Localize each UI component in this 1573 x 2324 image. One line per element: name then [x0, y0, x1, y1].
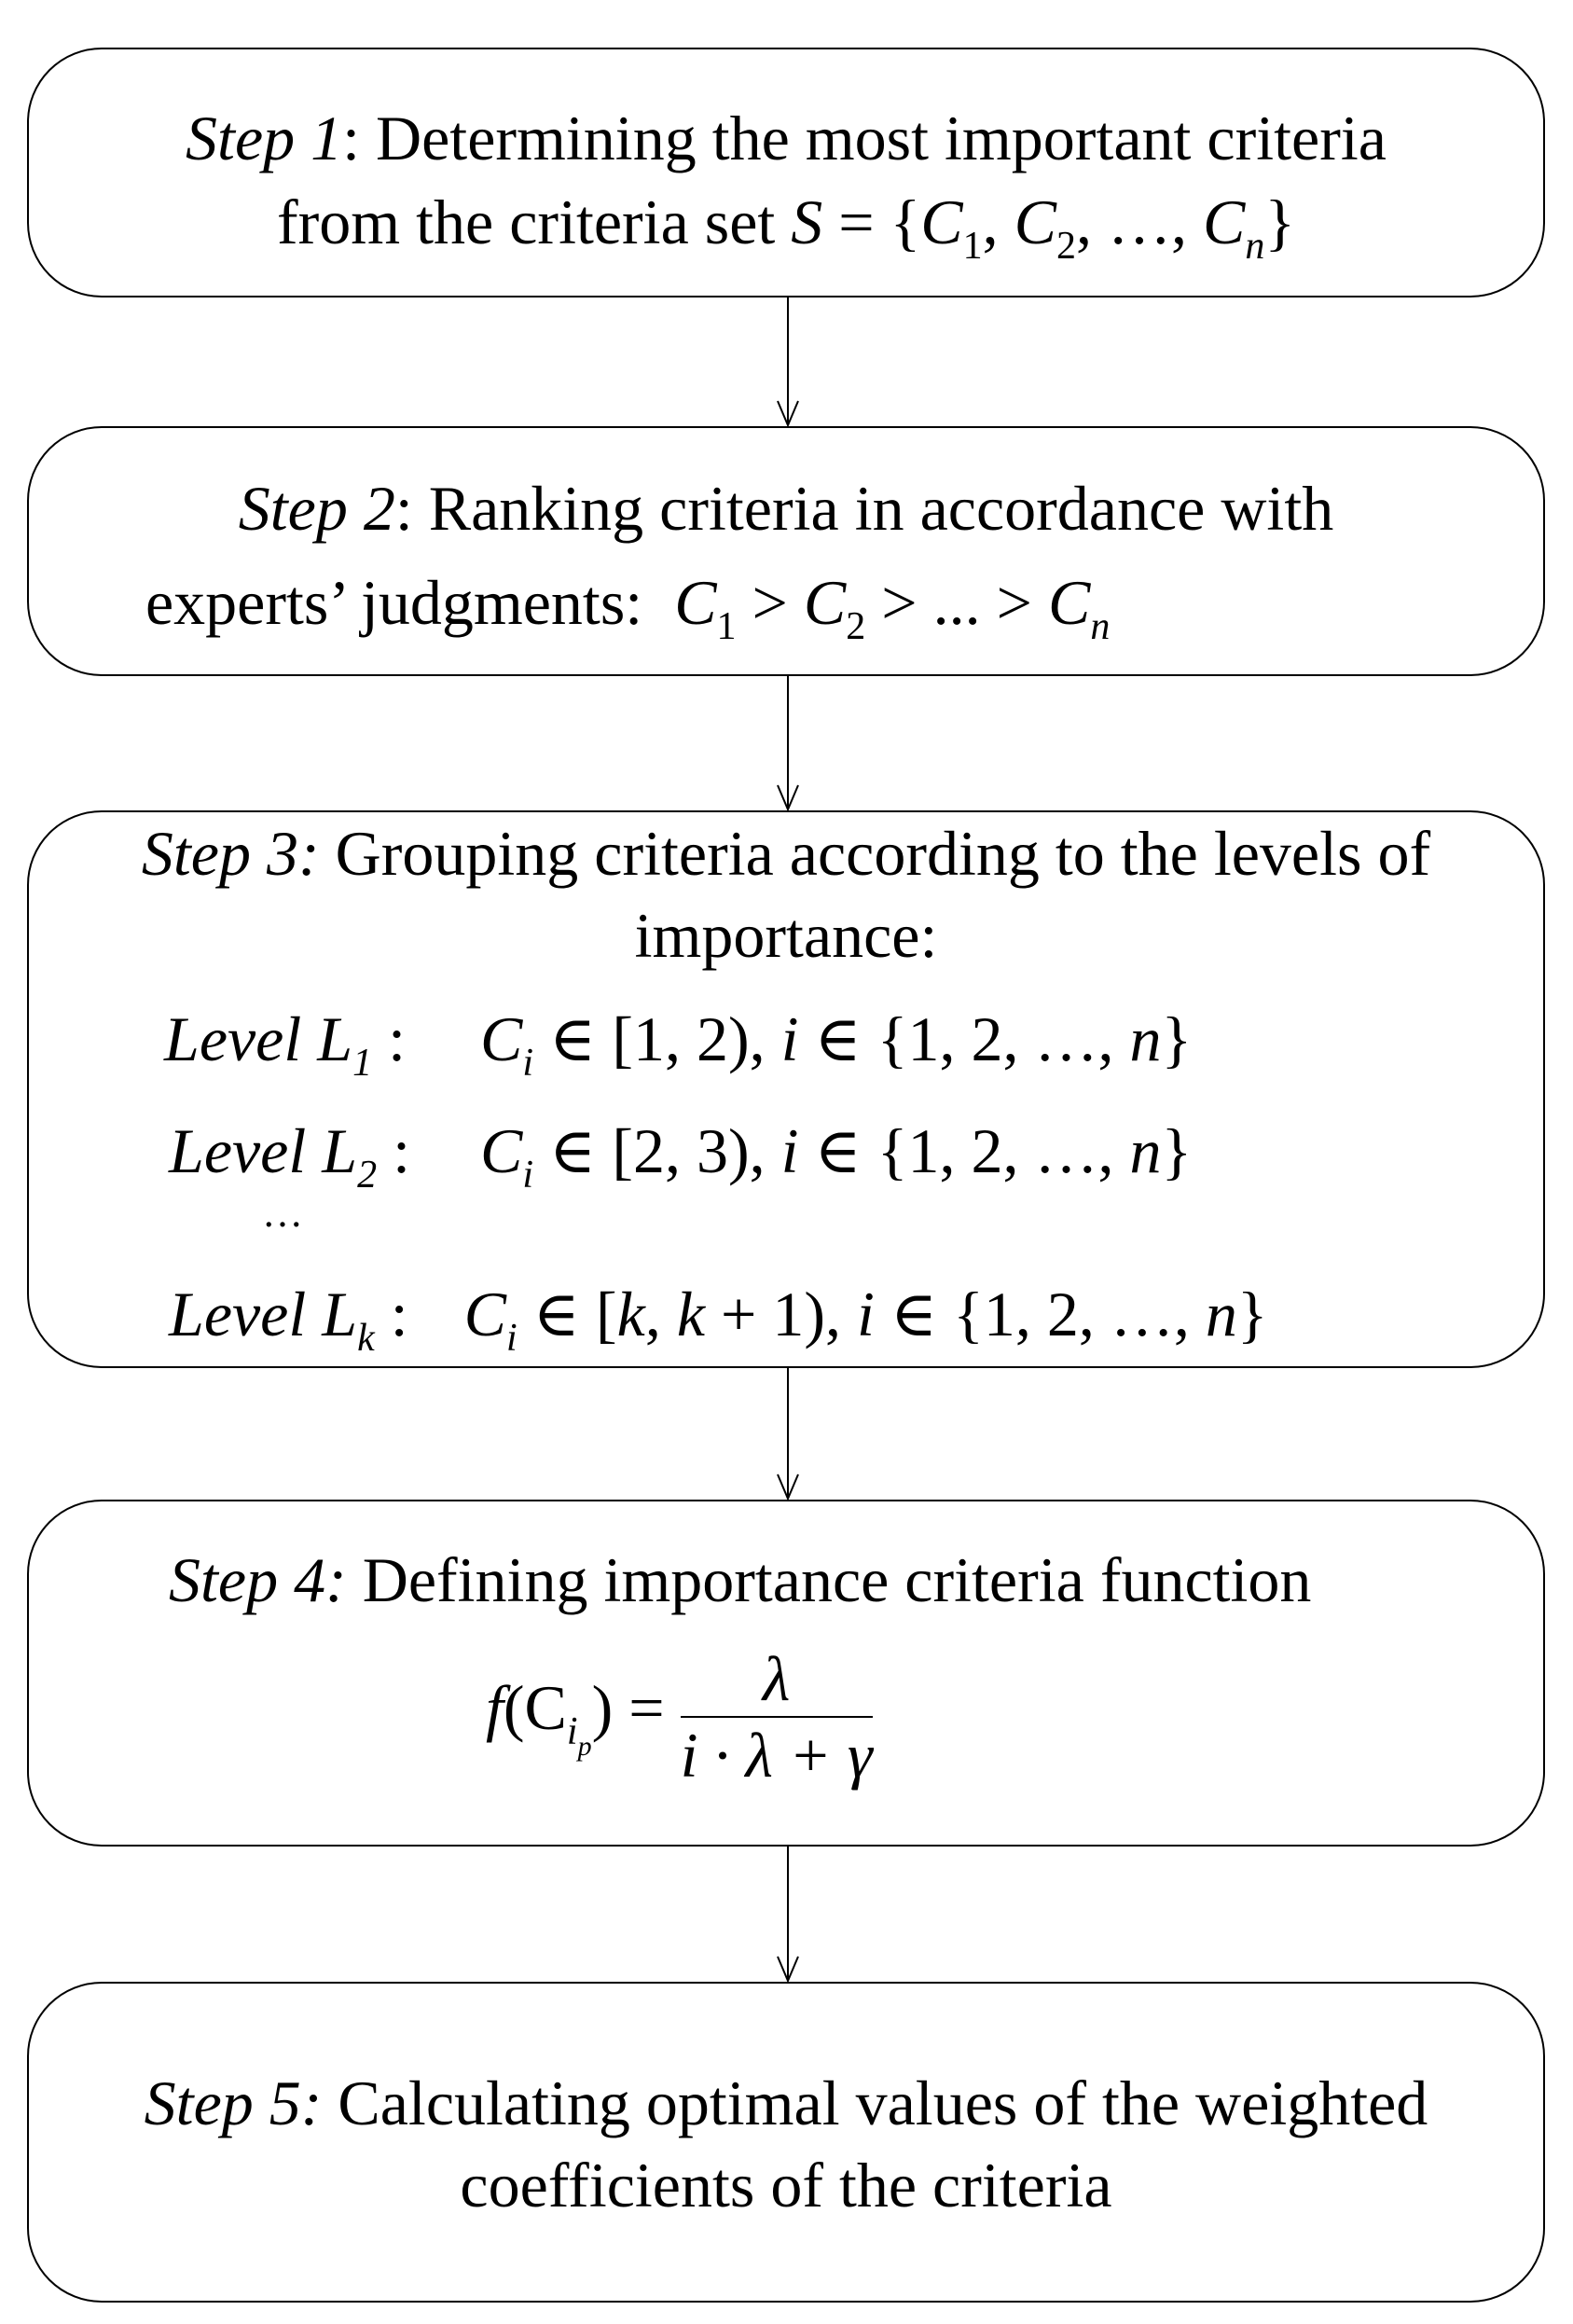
math-token: > ... > [865, 567, 1048, 638]
math-subscript: i [522, 1042, 534, 1085]
math-token: = { [822, 187, 921, 257]
math-token: k [616, 1279, 645, 1349]
math-subscript: 1 [716, 605, 737, 648]
level-1-formula [479, 1003, 1193, 1085]
math-token: ∈ [2, 3), [533, 1115, 781, 1186]
step-2-label: Step 2 [238, 473, 395, 544]
math-token: C [1203, 187, 1246, 257]
math-token: n [1129, 1115, 1162, 1186]
numerator: λ [681, 1641, 873, 1718]
math-token: C [920, 187, 963, 257]
arrow-3-4 [765, 1367, 811, 1501]
step-2-text: : Ranking criteria in accordance with [394, 473, 1334, 544]
formula-part: (C [503, 1672, 567, 1743]
step-1-line-1 [29, 101, 1543, 175]
math-token: } [1161, 1003, 1193, 1074]
level-label: Level L [164, 1003, 353, 1074]
importance-function-formula [486, 1641, 873, 1792]
step-1-text: : Determining the most important criteria [342, 103, 1387, 173]
math-token: > [736, 567, 804, 638]
step-2-text-2: experts’ judgments: [145, 567, 643, 638]
math-token: } [1161, 1115, 1193, 1186]
level-k-row [169, 1277, 1268, 1360]
level-k-formula [463, 1279, 1268, 1360]
math-token: ∈ {1, 2, …, [798, 1115, 1130, 1186]
math-token: , [644, 1279, 677, 1349]
step-5-label: Step 5: [144, 2068, 323, 2138]
math-token: C [1047, 567, 1091, 638]
step-5-line-1 [29, 2066, 1543, 2140]
step-3-line-2 [29, 898, 1543, 973]
math-token: i [780, 1003, 799, 1074]
math-subscript: n [1245, 225, 1265, 268]
step-5-box [27, 1982, 1545, 2303]
ranking-formula [674, 567, 1111, 648]
subscript: i [566, 1710, 578, 1753]
den-i: i [680, 1720, 698, 1791]
step-4-line-1 [169, 1542, 1311, 1617]
fraction [681, 1641, 873, 1792]
colon: : [374, 1279, 408, 1349]
math-subscript: i [522, 1154, 534, 1197]
math-token: C [479, 1115, 523, 1186]
step-1-text-2: from the criteria set [276, 187, 776, 257]
level-ellipsis: … [262, 1190, 303, 1236]
math-token: C [674, 567, 717, 638]
arrow-1-2 [765, 297, 811, 427]
math-token: n [1129, 1003, 1162, 1074]
function-symbol: f [486, 1672, 504, 1743]
step-5-text: Calculating optimal values of the weighted [322, 2068, 1428, 2138]
math-token: + 1), [705, 1279, 858, 1349]
level-subscript: k [357, 1317, 375, 1360]
level-subscript: 1 [352, 1042, 373, 1085]
math-token: ∈ [ [517, 1279, 617, 1349]
math-token: C [479, 1003, 523, 1074]
step-2-line-1 [29, 471, 1543, 546]
math-token: ∈ {1, 2, …, [798, 1003, 1130, 1074]
denominator [681, 1718, 873, 1792]
math-token: C [803, 567, 847, 638]
math-subscript: 2 [846, 605, 866, 648]
math-token: , …, [1076, 187, 1204, 257]
step-1-line-2 [29, 185, 1543, 268]
level-subscript: 2 [357, 1154, 378, 1197]
step-4-box [27, 1500, 1545, 1847]
level-2-row [169, 1114, 1193, 1197]
arrow-2-3 [765, 675, 811, 811]
step-2-line-2 [145, 565, 1111, 648]
colon: : [377, 1115, 410, 1186]
math-token: } [1264, 187, 1296, 257]
criteria-set-formula [791, 187, 1296, 268]
math-token: k [676, 1279, 706, 1349]
math-token: i [780, 1115, 799, 1186]
step-3-text-2: importance: [634, 900, 938, 971]
level-2-formula [479, 1115, 1193, 1197]
math-token: ∈ {1, 2, …, [874, 1279, 1206, 1349]
step-5-text-2: coefficients of the criteria [460, 2150, 1112, 2220]
step-3-label: Step 3: [141, 818, 320, 889]
math-subscript: i [506, 1317, 517, 1360]
math-subscript: n [1090, 605, 1111, 648]
step-2-box [27, 426, 1545, 676]
math-token: C [1014, 187, 1057, 257]
step-3-line-1 [29, 816, 1543, 891]
arrow-4-5 [765, 1846, 811, 1983]
level-1-row [164, 1002, 1193, 1085]
step-1-box [27, 48, 1545, 297]
math-token: ∈ [1, 2), [533, 1003, 781, 1074]
sub-subscript: p [577, 1731, 592, 1762]
math-token: i [857, 1279, 875, 1349]
math-token: } [1236, 1279, 1268, 1349]
step-4-label: Step 4: [169, 1544, 347, 1615]
den-rest: · λ + γ [697, 1720, 873, 1791]
math-token: C [463, 1279, 506, 1349]
step-4-text: Defining importance criteria function [346, 1544, 1312, 1615]
math-token: n [1205, 1279, 1237, 1349]
step-5-line-2 [29, 2148, 1543, 2222]
step-3-box [27, 810, 1545, 1368]
step-3-text: Grouping criteria according to the levels of [319, 818, 1431, 889]
math-token: , [982, 187, 1014, 257]
level-label: Level L [169, 1279, 358, 1349]
colon: : [372, 1003, 406, 1074]
formula-part: ) = [591, 1672, 665, 1743]
level-label: Level L [169, 1115, 358, 1186]
math-subscript: 2 [1056, 225, 1077, 268]
math-subscript: 1 [962, 225, 983, 268]
step-1-label: Step 1 [186, 103, 343, 173]
math-token: S [791, 187, 823, 257]
